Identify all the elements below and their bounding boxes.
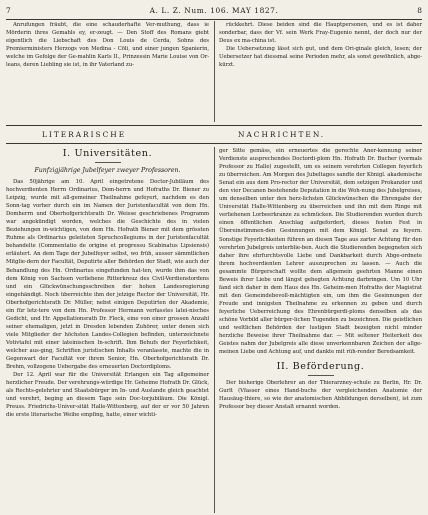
page-number-left: 7 (6, 6, 11, 15)
top-right-paragraph: rückkehrt. Diese beiden sind die Hauptpersonen, und es ist daher sonderbar, dass der Vf. sein Werk Fray-Eugenio nennt, der doch nur der Deus ex ma-china ist. (219, 22, 422, 45)
top-left-column (6, 21, 209, 69)
heading-rule (308, 375, 334, 376)
journal-issue-line: A. L. Z. Num. 106. MAY 1827. (149, 6, 279, 15)
section-heading-promotion: II. Beförderung. (276, 361, 365, 373)
section-heading-universities: I. Universitäten. (62, 148, 153, 159)
banner-right-word: NACHRICHTEN. (238, 130, 326, 139)
heading-rule (95, 162, 121, 163)
section-banner (6, 128, 422, 142)
lower-column-divider (214, 147, 215, 513)
page-number-right: 8 (417, 6, 422, 15)
article-paragraph: ger Sitte gemäss, ein erneuertes die gerechte Aner-kennung seiner Verdienste ausprechendes Doctordi-plom Hn. Hofrath Dr. Bucher (vormals Professor zu Halle) zugestellt, um es seinem verehrten Collegen feyerlich zu überreichen. Am Morgen des Jubeltages sandte der Königl. akademische Senat ein aus dem Pro-rector der Universität, dem setzigen Prokanzler und den vier Decanen bestehende Deputation in die Woh-nung des Jubelgreises, um denselben unter den herz-lichsten Glückwünschen die Ehrengabe der Universität Halle-Wittenberg zu überreichen und ihn mit dem Ringe mit verliehenen Lorbeerkranze zu schmücken. Die Studierenden wurden durch einen öffentlichen Anschlag aufgefordert, dieses festen Fest in Übereinstimmen-den Gesinnungen mit dem Königl. Senat zu feyern. Sonstige Feyerlichkeiten führen an diesen Tage aus zarter Achtung für den verehrten Jubelgreis unterblie-ben. Auch die Studierenden begegneten sich daher ihre ehrfurchtsvolle Liebe und Dankbarkeit durch Abge-ordnete ihrem hochverdienten Lehrer auszuprechen zu lassen. — Auch die gesammte Bürgerschaft wollte dem allgemein geehrten Manne einen Beweis ihrer Liebe und längst gehegten Achtung darbringen. Um 10 Uhr fand sich daher in dem Haus des Hn. Geheim-men Hofraths der Magistrat mit den Gemeindebevoll-mächtigten ein, um ihm die Gesinnungen der Freude und innigsten Theilnahme zu erkennen zu geben und durch feyerliche Ueberreichung des Ehrenbürgerdi-ploms denselben als das schöne Vorbild aller bürger-lichen Tugenden zu bezeichnen. Die geistlichen und weltlichen Behörden der lustigen Stadt bezeigten nicht minder herzliche Beweise ihrer Theilnahme dar. — Mit seltener Heiterkeit des Geistes nahm der Jubelgreis alle diese unverkennbaren Zeichen der allge-meinen Liebe und Achtung auf, und dankte mit rüh-render Beredsamkeit. (219, 148, 422, 356)
article-paragraph: Der 12. April war für die Universität Erlangen ein Tag allgemeiner herzlicher Freude. Der verehrungs-würdige Hr. Geheime Hofrath Dr. Glück, als Rechts-gelehrter und Staatsbürger im In- und Auslande gleich geachtet und verehrt, beging an diesem Tage sein Doc-torjubiläum. Die Königl. Preuss. Friedrichs-Univer-sität Halle-Wittenberg, auf der er vor 50 Jahren die erste literarische Weihe empfing, hatte, einer wichti- (6, 372, 209, 419)
right-news-column (219, 147, 422, 411)
top-right-column (219, 21, 422, 69)
top-column-divider (214, 21, 215, 122)
section-rule-bottom (6, 143, 422, 144)
article-paragraph: Der bisherige Oberlehrer an der Thierarzney-schule zu Berlin, Hr. Dr. Gurlt (Vfasser eines Hand-buchs der vergleichenden Anatomie der Hausäug-thiere, so wie der anatomischen Abbildungen derselben), ist zum Professor bey dieser Anstalt ernannt worden. (219, 380, 422, 411)
section-subheading-jubilee: Funfzigjährige Jubelfeyer zweyer Professoren. (34, 167, 181, 174)
left-news-column (6, 147, 209, 419)
top-left-paragraph: Anrufungen fräubt, die eine schauderhafte Ver-muthung, dass ie Mörderin ihres Gemahls ey, er-zeugt. — Den Stoff des Romans giebt eigentlich die Liebschaft des Don Louis de Cerda, Sohns des Premierministers Herzogs von Medina - Cöli, und einer jungen Spanierin, welche im Gefolge der Ge-mahlin Karls II., Prinzessin Marie Louise von Or-leans, deren Liebling sie ist, in ihr Vaterland zu- (6, 22, 209, 69)
section-rule-top (6, 125, 422, 126)
header-rule (6, 19, 422, 20)
banner-left-word: LITERARISCHE (42, 130, 127, 139)
article-paragraph: Das 50jährige am 10. April eingetretene Doctor-Jubiläum des hochverdienten Herrn Ordinarius, Dom-herrn und Hofraths Dr. Biener zu Leipzig, wurde mit all-gemeiner Theilnahme gefeyert, nachdem es den Sonn-tag vorher durch ein im Namen der Juristenfacultät von dem Hn. Domherrn und Oberhofgerichtsrath Dr. Weisse geschriebenes Programm war angekündigt worden, welches die Geschichte des in vielen Beziehungen in-wichtigen, von dem Hn. Hofrath Biener mit dem grössten Ruhme als Ordinarius geleiteten Spruchcollegiums in der Juristenfacultät behandelte (Commentatio de origine et progressu Scabinatus Lipsiensis) erläutert. An dem Tage der Jubelfeyer selbst, wo früh, ausser sämmtlichen Mitglie-dern der Facultät, Deputirte aller Behörden der Stadt, wie auch der Behandlung des Hn. Ordinarius eingefunden hat-ten, wurde ihm das von dem König von Sachsen verliehene Ritterkreuz des Civil-Verdienstordens und ein Glückwünschungsschreiben der hohen Landesregierung eingehändigt. Noch überreichte ihm der jetzige Rector der Universität, Hr. Oberhofgerichtsrath Dr. Müller, nebst einigen Deputirten der Akademie, ein für letz-tere von dem Hn. Professor Hermann verfasstes latei-nisches Gedicht, und Hr. Appellationsrath Dr. Fleck, eine von einer grossen Anzahl seiner ehemaligen, jetzt in Dresden lebenden Zuhörer, unter denen sich viele Mitglieder der höchsten Landes-Collegien befinden, unterzeichnete Votivtafel mit einer lateinischen In-schrift. Ihm Behufs der Feyerlichkeit, welcher aus-ging, Schriften juristischen Inhalts veranlasste, machte die in Gegenwart der Facultät vor ihrem Senior, Hn. Oberhofgerichtsrath Dr. Brehm, vollzogene Uebergabe des erneuerten Doctordiploms. (6, 179, 209, 371)
page-header (6, 4, 422, 18)
top-right-paragraph: Die Uebersetzung lässt sich gut, und dem Ori-ginale gleich, lesen; der Uebersetzer hat diessmal seine Perioden mehr, als sonst gewöhnlich, abge-kürzt. (219, 46, 422, 69)
